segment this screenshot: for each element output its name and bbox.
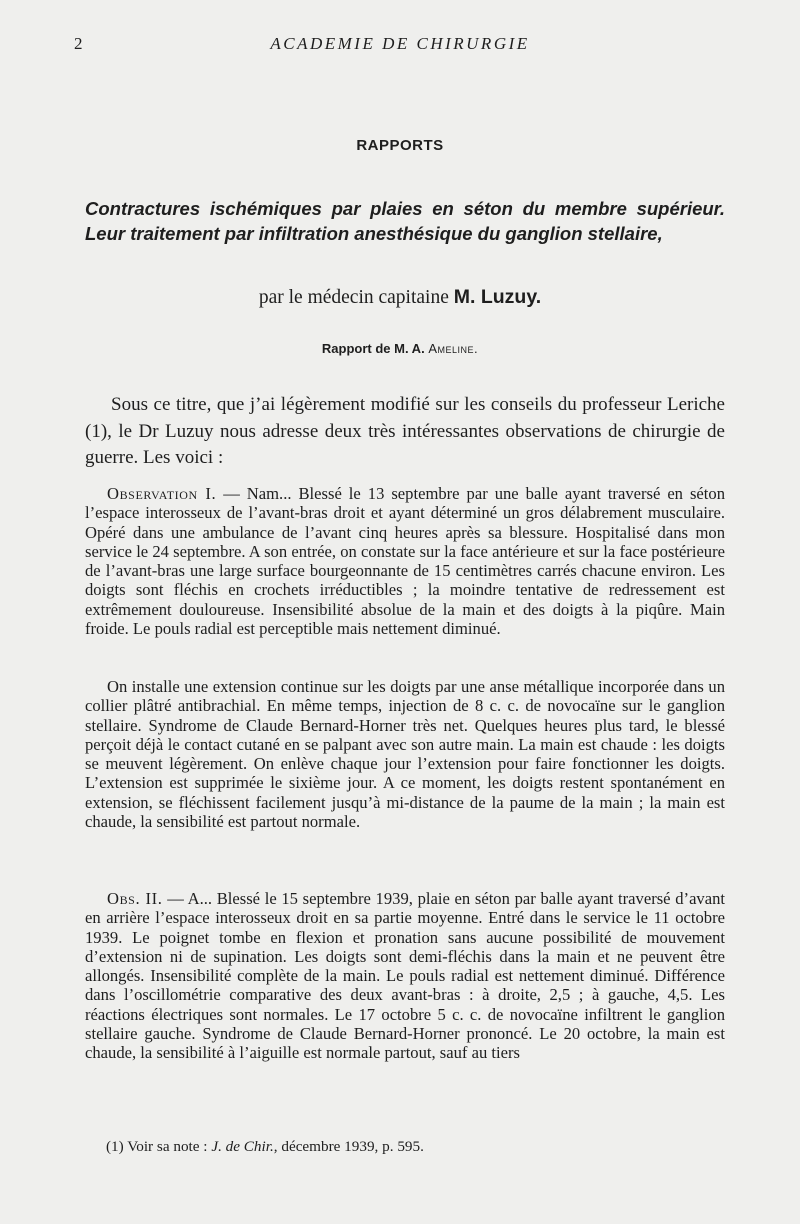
footnote-prefix: (1) Voir sa note : xyxy=(106,1138,208,1155)
article-title: Contractures ischémiques par plaies en séton du membre supérieur. Leur traitement par infiltration anesthésique du ganglion stellaire, xyxy=(85,198,725,244)
running-title: ACADEMIE DE CHIRURGIE xyxy=(270,34,530,53)
author-name: M. Luzuy. xyxy=(453,286,542,308)
observation-2-paragraph xyxy=(85,889,725,1063)
observation-2-label: Obs. II. xyxy=(107,889,163,908)
footnote-journal: J. de Chir. xyxy=(211,1138,274,1155)
observation-1-label: Observation I. xyxy=(107,484,217,503)
report-label: Rapport de M. A. xyxy=(321,341,425,356)
section-title: RAPPORTS xyxy=(356,137,444,154)
observation-1-text: — Nam... Blessé le 13 septembre par une balle ayant traversé en séton l’espace interosseux de l’avant-bras droit et ayant déterminé un gros délabrement musculaire. Opéré dans une ambulance de l’avant cinq heures après sa blessure. Hospitalisé dans mon service le 24 septembre. A son entrée, on constate sur la face antérieure et sur la face postérieure de l’avant-bras une large surface bourgeonnante de 15 centimètres carrés chacune environ. Les doigts sont fléchis en crochets irréductibles ; la moindre tentative de redressement est extrêmement douloureuse. Insensibilité absolue de la main et des doigts à la piqûre. Main froide. Le pouls radial est perceptible mais nettement diminué. xyxy=(85,484,725,639)
byline xyxy=(0,286,800,309)
page-number: 2 xyxy=(74,34,83,53)
report-author: Ameline. xyxy=(428,341,479,356)
footnote xyxy=(106,1138,424,1156)
byline-prefix: par le médecin capitaine xyxy=(258,287,449,308)
report-attribution xyxy=(0,341,800,356)
observation-1-continued: On installe une extension continue sur les doigts par une anse métallique incorporée dans un collier plâtré antibrachial. En même temps, injection de 8 c. c. de novocaïne sur le ganglion stellaire. Syndrome de Claude Bernard-Horner très net. Quelques heures plus tard, le blessé perçoit déjà le contact cutané en se palpant avec son autre main. La main est chaude : les doigts se meuvent légèrement. On enlève chaque jour l’extension pour faire fonctionner les doigts. L’extension est supprimée le sixième jour. A ce moment, les doigts restent spontanément en extension, se fléchissent facilement jusqu’à mi-distance de la paume de la main ; la main est chaude, la sensibilité est partout normale. xyxy=(85,677,725,832)
observation-1-paragraph xyxy=(85,484,725,638)
observation-2-text: — A... Blessé le 15 septembre 1939, plaie en séton par balle ayant traversé d’avant en arrière l’espace interosseux droit en sa partie moyenne. Entré dans le service le 11 octobre 1939. Le poignet tombe en flexion et pronation sans aucune possibilité de mouvement d’extension ni de supination. Les doigts sont demi-fléchis dans la main et ne peuvent être allongés. Insensibilité complète de la main. Le pouls radial est nettement diminué. Différence dans l’oscillométrie comparative des deux avant-bras : à droite, 2,5 ; à gauche, 4,5. Les réactions électriques sont normales. Le 17 octobre 5 c. c. de novocaïne infiltrent le ganglion stellaire gauche. Syndrome de Claude Bernard-Horner prononcé. Le 20 octobre, la main est chaude, la sensibilité à l’aiguille est normale partout, sauf au tiers xyxy=(85,889,725,1063)
footnote-suffix: , décembre 1939, p. 595. xyxy=(273,1138,424,1155)
intro-paragraph: Sous ce titre, que j’ai légèrement modifié sur les conseils du professeur Leriche (1), le Dr Luzuy nous adresse deux très intéressantes observations de chirurgie de guerre. Les voici : xyxy=(85,394,725,468)
